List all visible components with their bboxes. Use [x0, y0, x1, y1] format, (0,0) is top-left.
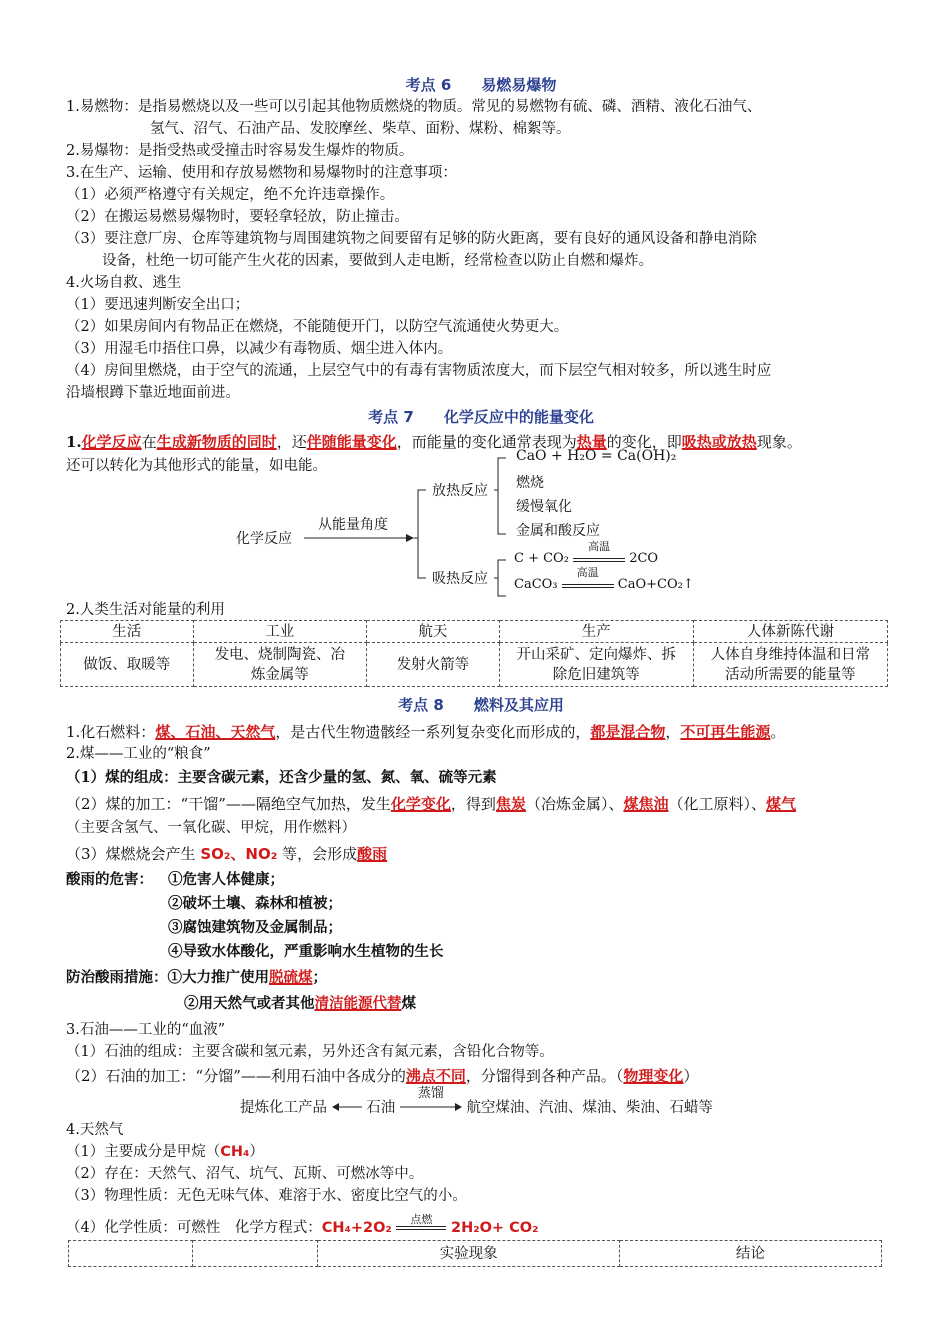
experiment-table [68, 1240, 882, 1267]
table-head-cell: 实验现象 [318, 1241, 619, 1267]
exo-item-3: 缓慢氧化 [516, 499, 572, 515]
energy-diagram [66, 450, 896, 600]
table-head-cell: 生产 [499, 621, 693, 643]
diagram-arrow-label: 从能量角度 [318, 517, 388, 533]
energy-use-table [60, 620, 888, 687]
acid-item-4: ④导致水体酸化，严重影响水生植物的生长 [168, 943, 444, 960]
table-head-cell [192, 1241, 318, 1267]
s8-gas-4: （4）化学性质：可燃性 化学方程式：CH₄+2O₂ 点燃 2H₂O+ CO₂ [66, 1213, 539, 1236]
acid-item-1: ①危害人体健康； [168, 871, 284, 888]
s8-coal: 2.煤——工业的“粮食” [66, 746, 211, 762]
s6-line4-2: （2）如果房间内有物品正在燃烧，不能随便开门，以防空气流通使火势更大。 [66, 319, 569, 335]
prevent-line-2: ②用天然气或者其他清洁能源代替煤 [184, 995, 416, 1012]
s8-coal-2b: （主要含氢气、一氧化碳、甲烷，用作燃料） [66, 820, 356, 836]
s7-use-title: 2.人类生活对能量的利用 [66, 602, 225, 618]
table-head-cell: 生活 [61, 621, 194, 643]
acid-item-3: ③腐蚀建筑物及金属制品； [168, 919, 342, 936]
s8-gas: 4.天然气 [66, 1122, 124, 1138]
s8-coal-1: （1）煤的组成：主要含碳元素，还含少量的氢、氮、氧、硫等元素 [66, 769, 497, 786]
table-head-cell: 工业 [193, 621, 367, 643]
section-7-title: 考点 7 化学反应中的能量变化 [368, 408, 594, 426]
s6-line4: 4.火场自救、逃生 [66, 275, 182, 291]
s6-line1a: 1.易燃物：是指易燃烧以及一些可以引起其他物质燃烧的物质。常见的易燃物有硫、磷、酒精、液化石油气、 [66, 99, 762, 115]
exo-item-1: CaO + H₂O = Ca(OH)₂ [516, 448, 677, 464]
s8-coal-2: （2）煤的加工：“干馏”——隔绝空气加热，发生化学变化，得到焦炭（冶炼金属）、煤焦油（化工原料）、煤气 [66, 795, 796, 813]
s8-gas-1: （1）主要成分是甲烷（CH₄） [66, 1144, 264, 1160]
s6-line4-1: （1）要迅速判断安全出口； [66, 297, 250, 313]
s8-gas-3: （3）物理性质：无色无味气体、难溶于水、密度比空气的小。 [66, 1188, 467, 1204]
section-8-title: 考点 8 燃料及其应用 [398, 696, 564, 714]
s8-coal-3: （3）煤燃烧会产生 SO₂、NO₂ 等，会形成酸雨 [66, 845, 388, 863]
exo-item-2: 燃烧 [516, 475, 544, 491]
s8-gas-2: （2）存在：天然气、沼气、坑气、瓦斯、可燃冰等中。 [66, 1166, 424, 1182]
s7-para2: 还可以转化为其他形式的能量，如电能。 [66, 458, 327, 474]
s6-line3-3b: 设备，杜绝一切可能产生火花的因素，要做到人走电断，经常检查以防止自燃和爆炸。 [102, 253, 653, 269]
s8-fossil: 1.化石燃料：煤、石油、天然气，是古代生物遗骸经一系列复杂变化而形成的，都是混合物，不可再生能源。 [66, 723, 786, 741]
endo-eq-1: C + CO₂ 高温 2CO [514, 540, 659, 566]
acid-item-2: ②破坏土壤、森林和植被； [168, 895, 342, 912]
s7-para1: 1.化学反应在生成新物质的同时，还伴随能量变化，而能量的变化通常表现为热量的变化，即吸热或放热现象。 [66, 433, 802, 451]
table-cell: 发射火箭等 [367, 643, 500, 687]
oil-flow: 提炼化工产品 石油 蒸馏 航空煤油、汽油、煤油、柴油、石蜡等 [240, 1086, 713, 1116]
table-cell: 人体自身维持体温和日常活动所需要的能量等 [693, 643, 887, 687]
table-cell: 开山采矿、定向爆炸、拆除危旧建筑等 [499, 643, 693, 687]
diagram-root: 化学反应 [236, 531, 292, 547]
right-arrow-icon: 蒸馏 [400, 1100, 462, 1116]
table-cell: 发电、烧制陶瓷、冶炼金属等 [193, 643, 367, 687]
acid-title: 酸雨的危害： [66, 871, 153, 888]
table-head-cell: 人体新陈代谢 [693, 621, 887, 643]
s6-line4-4b: 沿墙根蹲下靠近地面前进。 [66, 385, 240, 401]
s6-line3: 3.在生产、运输、使用和存放易燃物和易爆物时的注意事项： [66, 165, 457, 181]
exo-item-4: 金属和酸反应 [516, 523, 600, 539]
left-arrow-icon [332, 1100, 362, 1116]
s6-line4-4a: （4）房间里燃烧，由于空气的流通，上层空气中的有毒有害物质浓度大，而下层空气相对较多，所以逃生时应 [66, 363, 772, 379]
table-head-cell [69, 1241, 193, 1267]
endo-eq-2: CaCO₃ 高温 CaO+CO₂↑ [514, 566, 694, 592]
s6-line3-1: （1）必须严格遵守有关规定，绝不允许违章操作。 [66, 187, 395, 203]
diagram-endo: 吸热反应 [432, 571, 488, 587]
s6-line3-3a: （3）要注意厂房、仓库等建筑物与周围建筑物之间要留有足够的防火距离，要有良好的通风设备和静电消除 [66, 231, 757, 247]
s6-line2: 2.易爆物：是指受热或受撞击时容易发生爆炸的物质。 [66, 143, 414, 159]
s6-line4-3: （3）用湿毛巾捂住口鼻，以减少有毒物质、烟尘进入体内。 [66, 341, 453, 357]
prevent-line-1: 防治酸雨措施：①大力推广使用脱硫煤； [66, 969, 327, 986]
section-6-title: 考点 6 易燃易爆物 [405, 76, 557, 94]
table-head-cell: 航天 [367, 621, 500, 643]
s6-line1b: 氢气、沼气、石油产品、发胶摩丝、柴草、面粉、煤粉、棉絮等。 [150, 121, 571, 137]
s8-oil: 3.石油——工业的“血液” [66, 1022, 226, 1038]
diagram-exo: 放热反应 [432, 483, 488, 499]
table-head-cell: 结论 [619, 1241, 881, 1267]
s8-oil-2: （2）石油的加工：“分馏”——利用石油中各成分的沸点不同，分馏得到各种产品。（物理变化） [66, 1067, 699, 1085]
s6-line3-2: （2）在搬运易燃易爆物时，要轻拿轻放，防止撞击。 [66, 209, 409, 225]
table-cell: 做饭、取暖等 [61, 643, 194, 687]
s8-oil-1: （1）石油的组成：主要含碳和氢元素，另外还含有氮元素，含铅化合物等。 [66, 1044, 554, 1060]
